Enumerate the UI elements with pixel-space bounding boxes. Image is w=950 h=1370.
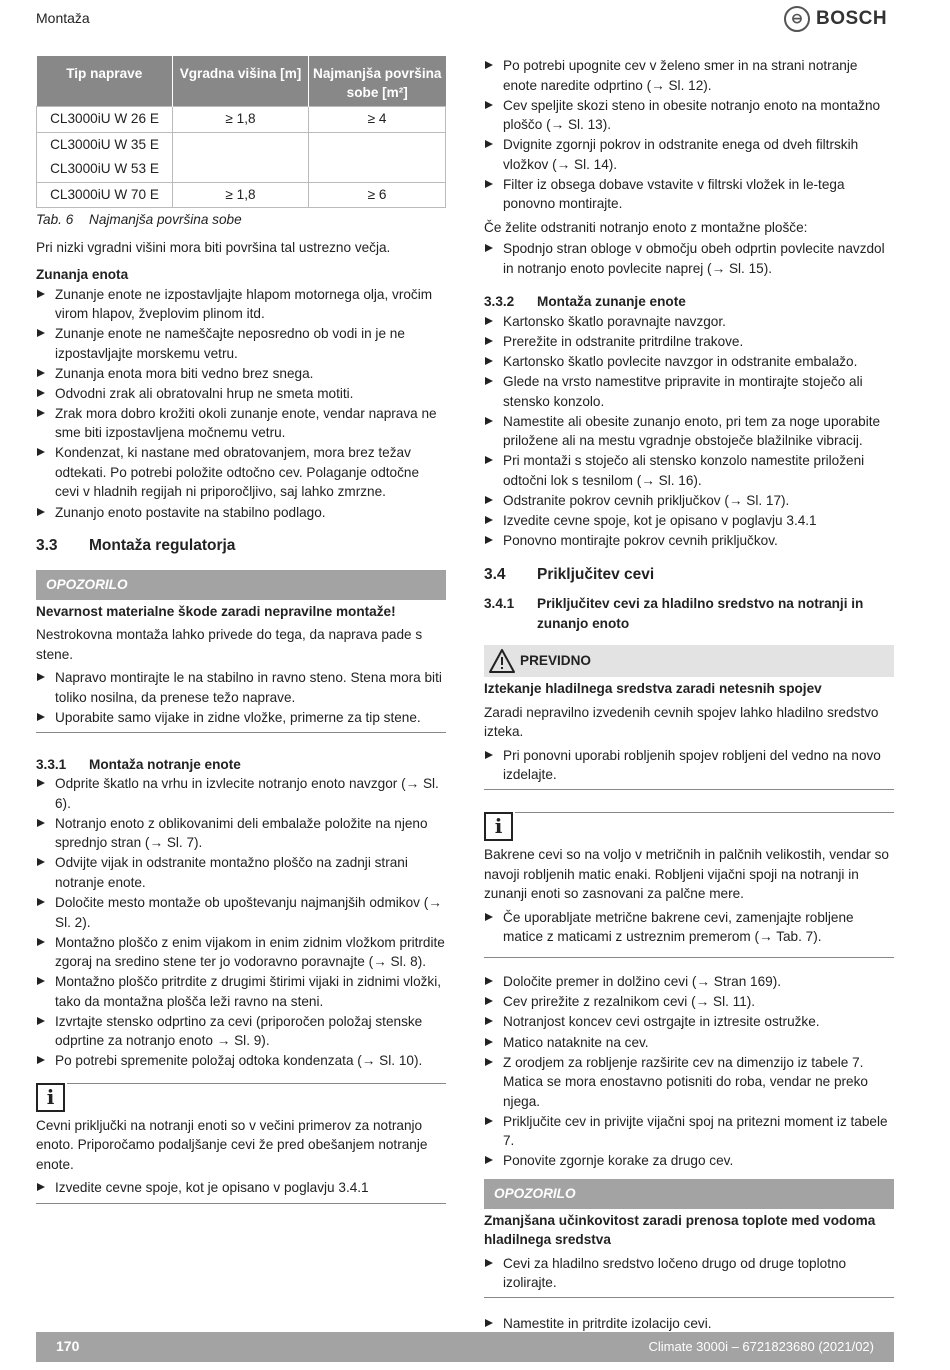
table-cell: ≥ 4 bbox=[309, 107, 446, 133]
table-cell: CL3000iU W 26 E bbox=[37, 107, 173, 133]
indoor-mount-steps bbox=[36, 774, 446, 1071]
outdoor-mount-steps bbox=[484, 312, 894, 551]
table-caption-number: Tab. 6 bbox=[36, 212, 74, 227]
list-item: Odvodni zrak ali obratovalni hrup ne smeta motiti. bbox=[36, 384, 446, 404]
list-item: Cev speljite skozi steno in obesite notranjo enoto na montažno ploščo (→ Sl. 13). bbox=[484, 96, 894, 135]
info-header bbox=[484, 812, 894, 841]
brand-name: BOSCH bbox=[816, 8, 888, 30]
list-item: Glede na vrsto namestitve pripravite in montirajte stoječo ali stensko konzolo. bbox=[484, 372, 894, 411]
table-header: Tip naprave bbox=[37, 56, 173, 107]
list-item: Zunanjo enoto postavite na stabilno podlago. bbox=[36, 503, 446, 523]
table-cell bbox=[309, 132, 446, 157]
warning-title: Zmanjšana učinkovitost zaradi prenosa toplote med vodoma hladilnega sredstva bbox=[484, 1212, 876, 1248]
list-item: Odstranite pokrov cevnih priključkov (→ Sl. 17). bbox=[484, 491, 894, 511]
caution-label: PREVIDNO bbox=[520, 653, 592, 669]
list-item: Notranjo enoto z oblikovanimi deli embalaže položite na njeno sprednjo stran (→ Sl. 7). bbox=[36, 814, 446, 853]
remove-indoor-text: Če želite odstraniti notranjo enoto z montažne plošče: bbox=[484, 219, 808, 235]
list-item: Spodnjo stran obloge v območju obeh odprtin povlecite navzdol in notranjo enoto povlecite naprej (→ Sl. 15). bbox=[484, 239, 894, 278]
section-heading-3-3 bbox=[36, 536, 446, 556]
list-item: Kartonsko škatlo povlecite navzgor in odstranite embalažo. bbox=[484, 352, 894, 372]
info-list bbox=[484, 908, 894, 947]
list-item: Zunanje enote ne nameščajte neposredno ob vodi in je ne izpostavljajte morskemu vetru. bbox=[36, 324, 446, 363]
header-section-title: Montaža bbox=[36, 10, 90, 26]
table-header: Najmanjša površina sobe [m²] bbox=[309, 56, 446, 107]
list-item: Zunanje enote ne izpostavljajte hlapom motornega olja, vročim virom hlapov, žveplovim plinom itd. bbox=[36, 285, 446, 324]
table-cell: ≥ 1,8 bbox=[173, 107, 309, 133]
list-item: Cev prirežite z rezalnikom cevi (→ Sl. 11). bbox=[484, 992, 894, 1012]
info-text: Bakrene cevi so na voljo v metričnih in palčnih velikostih, vendar so navoji robljenih matic enaki. Robljeni vijačni spoji na notranji in zunanji enoti so zasnovani za palčne mere. bbox=[484, 847, 889, 902]
info-text: Cevni priključki na notranji enoti so v večini primerov za notranjo enoto. Priporočamo podaljšanje cevi že pred obešanjem notranje enote. bbox=[36, 1117, 428, 1172]
list-item: Izvedite cevne spoje, kot je opisano v poglavju 3.4.1 bbox=[484, 511, 894, 531]
warning-triangle-icon bbox=[484, 648, 520, 674]
right-column bbox=[484, 56, 894, 1334]
list-item: Kartonsko škatlo poravnajte navzgor. bbox=[484, 312, 894, 332]
list-item: Matico nataknite na cev. bbox=[484, 1033, 894, 1053]
left-column bbox=[36, 56, 446, 1204]
list-item: Notranjost koncev cevi ostrgajte in iztresite ostružke. bbox=[484, 1012, 894, 1032]
list-item: Izvrtajte stensko odprtino za cevi (priporočen položaj stenske odprtine za notranjo enoto → Sl. 9). bbox=[36, 1012, 446, 1051]
section-number: 3.4 bbox=[484, 565, 506, 583]
warning-block bbox=[36, 602, 446, 733]
table-cell bbox=[173, 132, 309, 157]
list-item: Določite mesto montaže ob upoštevanju najmanjših odmikov (→ Sl. 2). bbox=[36, 893, 446, 932]
list-item: Z orodjem za robljenje razširite cev na dimenzijo iz tabele 7. Matica se mora enostavno potisniti do roba, vendar ne preko njega. bbox=[484, 1053, 894, 1112]
pipe-connection-steps bbox=[484, 972, 894, 1171]
list-item: Odprite škatlo na vrhu in izvlecite notranjo enoto navzgor (→ Sl. 6). bbox=[36, 774, 446, 813]
list-item: Če uporabljate metrične bakrene cevi, zamenjajte robljene matice z maticami z ustreznim premerom (→ Tab. 7). bbox=[484, 908, 894, 947]
list-item: Določite premer in dolžino cevi (→ Stran 169). bbox=[484, 972, 894, 992]
section-title: Montaža regulatorja bbox=[89, 537, 236, 555]
section-heading-3-4 bbox=[484, 565, 894, 585]
list-item: Zunanja enota mora biti vedno brez snega. bbox=[36, 364, 446, 384]
section-title: Priključitev cevi bbox=[537, 565, 655, 583]
section-heading-3-3-2 bbox=[484, 292, 894, 312]
table-row bbox=[37, 132, 446, 157]
outdoor-unit-heading: Zunanja enota bbox=[36, 267, 129, 282]
info-icon: i bbox=[36, 1083, 65, 1112]
list-item: Po potrebi spremenite položaj odtoka kondenzata (→ Sl. 10). bbox=[36, 1051, 446, 1071]
warning-banner: OPOZORILO bbox=[484, 1179, 894, 1209]
bosch-logo bbox=[784, 6, 887, 32]
remove-indoor-list bbox=[484, 239, 894, 278]
section-number: 3.4.1 bbox=[484, 596, 515, 612]
table-cell: CL3000iU W 53 E bbox=[37, 157, 173, 182]
low-height-note: Pri nizki vgradni višini mora biti površina tal ustrezno večja. bbox=[36, 239, 391, 255]
warning-list bbox=[484, 1254, 894, 1293]
list-item: Namestite in pritrdite izolacijo cevi. bbox=[484, 1314, 894, 1334]
page-footer bbox=[36, 1332, 894, 1362]
table-cell: ≥ 6 bbox=[309, 182, 446, 208]
list-item: Ponovno montirajte pokrov cevnih priključkov. bbox=[484, 531, 894, 551]
section-heading-3-4-1 bbox=[484, 594, 894, 633]
table-cell bbox=[309, 157, 446, 182]
outdoor-unit-list bbox=[36, 285, 446, 523]
table-header: Vgradna višina [m] bbox=[173, 56, 309, 107]
section-title: Montaža zunanje enote bbox=[537, 294, 686, 310]
section-title: Montaža notranje enote bbox=[89, 756, 241, 772]
indoor-mount-steps-continued bbox=[484, 56, 894, 214]
table-row bbox=[37, 107, 446, 133]
table-caption bbox=[36, 210, 446, 230]
caution-text: Zaradi nepravilno izvedenih cevnih spojev lahko hladilno sredstvo izteka. bbox=[484, 704, 879, 740]
section-number: 3.3 bbox=[36, 537, 58, 555]
list-item: Napravo montirajte le na stabilno in ravno steno. Stena mora biti toliko nosilna, da prenese težo naprave. bbox=[36, 668, 446, 707]
table-row bbox=[37, 157, 446, 182]
caution-block bbox=[484, 679, 894, 790]
list-item: Filter iz obsega dobave vstavite v filtrski vložek in le-tega ponovno montirajte. bbox=[484, 175, 894, 214]
info-header bbox=[36, 1083, 446, 1112]
info-rule bbox=[515, 812, 894, 813]
list-item: Priključite cev in privijte vijačni spoj na pritezni moment iz tabele 7. bbox=[484, 1112, 894, 1151]
warning-title: Nevarnost materialne škode zaradi nepravilne montaže! bbox=[36, 603, 396, 619]
warning-block bbox=[484, 1211, 894, 1299]
warning-list bbox=[36, 668, 446, 727]
caution-list bbox=[484, 746, 894, 785]
info-rule bbox=[67, 1083, 446, 1084]
section-title: Priključitev cevi za hladilno sredstvo na notranji in zunanjo enoto bbox=[537, 596, 864, 631]
list-item: Cevi za hladilno sredstvo ločeno drugo od druge toplotno izolirajte. bbox=[484, 1254, 894, 1293]
table-cell: CL3000iU W 35 E bbox=[37, 132, 173, 157]
info-list bbox=[36, 1178, 446, 1198]
table-cell bbox=[173, 157, 309, 182]
section-number: 3.3.1 bbox=[36, 756, 67, 772]
info-block bbox=[36, 1116, 446, 1204]
list-item: Po potrebi upognite cev v želeno smer in na strani notranje enote naredite odprtino (→ Sl. 12). bbox=[484, 56, 894, 95]
page-number: 170 bbox=[56, 1338, 80, 1355]
list-item: Odvijte vijak in odstranite montažno ploščo na zadnji strani notranje enote. bbox=[36, 853, 446, 892]
room-size-table bbox=[36, 56, 446, 208]
list-item: Montažno ploščo pritrdite z drugimi štirimi vijaki in zidnimi vložki, tako da montažna plošča leži ravno na steni. bbox=[36, 972, 446, 1011]
final-steps bbox=[484, 1314, 894, 1334]
document-id: Climate 3000i – 6721823680 (2021/02) bbox=[648, 1339, 874, 1355]
section-heading-3-3-1 bbox=[36, 755, 446, 775]
list-item: Uporabite samo vijake in zidne vložke, primerne za tip stene. bbox=[36, 708, 446, 728]
list-item: Zrak mora dobro krožiti okoli zunanje enote, vendar naprava ne sme biti izpostavljena močnemu vetru. bbox=[36, 404, 446, 443]
table-caption-text: Najmanjša površina sobe bbox=[89, 212, 242, 227]
list-item: Prerežite in odstranite pritrdilne trakove. bbox=[484, 332, 894, 352]
list-item: Izvedite cevne spoje, kot je opisano v poglavju 3.4.1 bbox=[36, 1178, 446, 1198]
info-icon: i bbox=[484, 812, 513, 841]
warning-text: Nestrokovna montaža lahko privede do tega, da naprava pade s stene. bbox=[36, 627, 423, 662]
table-row bbox=[37, 182, 446, 208]
list-item: Pri montaži s stoječo ali stensko konzolo namestite priloženi odtočni lok s tesnilom (→ Sl. 16). bbox=[484, 451, 894, 490]
caution-banner bbox=[484, 645, 894, 677]
section-number: 3.3.2 bbox=[484, 294, 515, 310]
list-item: Pri ponovni uporabi robljenih spojev robljeni del vedno na novo izdelajte. bbox=[484, 746, 894, 785]
list-item: Montažno ploščo z enim vijakom in enim zidnim vložkom pritrdite zgoraj na sredino stene ter jo vodoravno poravnajte (→ Sl. 8). bbox=[36, 933, 446, 972]
info-block bbox=[484, 845, 894, 958]
table-header-row bbox=[37, 56, 446, 107]
caution-title: Iztekanje hladilnega sredstva zaradi netesnih spojev bbox=[484, 681, 822, 697]
bosch-armature-icon: ⊖ bbox=[784, 6, 810, 32]
table-cell: ≥ 1,8 bbox=[173, 182, 309, 208]
list-item: Ponovite zgornje korake za drugo cev. bbox=[484, 1151, 894, 1171]
table-cell: CL3000iU W 70 E bbox=[37, 182, 173, 208]
warning-banner: OPOZORILO bbox=[36, 570, 446, 600]
list-item: Dvignite zgornji pokrov in odstranite enega od dveh filtrskih vložkov (→ Sl. 14). bbox=[484, 135, 894, 174]
list-item: Namestite ali obesite zunanjo enoto, pri tem za noge uporabite priložene ali na mestu vgradnje obstoječe blažilnike vibracij. bbox=[484, 412, 894, 451]
list-item: Kondenzat, ki nastane med obratovanjem, mora brez težav odtekati. Po potrebi položite odtočno cev. Polaganje odtočne cevi v hladnih regijah ni priporočljivo, saj lahko zmrzne. bbox=[36, 443, 446, 502]
